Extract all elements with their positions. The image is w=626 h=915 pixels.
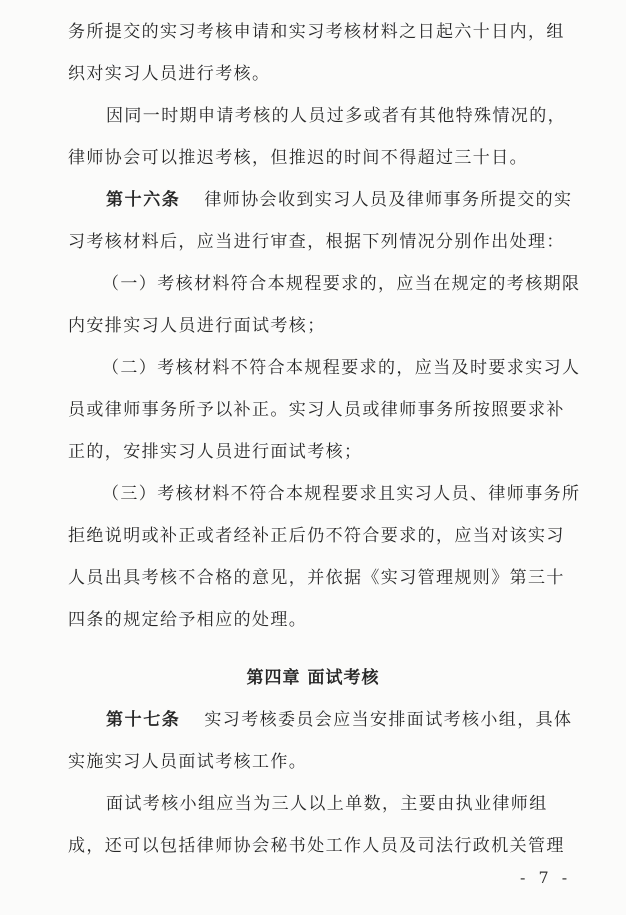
article-17-line — [106, 708, 572, 732]
text-line: 拒绝说明或补正或者经补正后仍不符合要求的，应当对该实习 — [68, 526, 565, 546]
chapter-title: 第四章 面试考核 — [246, 668, 380, 688]
text-line: 员或律师事务所予以补正。实习人员或律师事务所按照要求补 — [68, 400, 565, 420]
text-line: 成，还可以包括律师协会秘书处工作人员及司法行政机关管理 — [68, 836, 565, 856]
text-line: 正的，安排实习人员进行面试考核； — [68, 442, 363, 462]
text-line: 人员出具考核不合格的意见，并依据《实习管理规则》第三十 — [68, 568, 565, 588]
text-line: 面试考核小组应当为三人以上单数，主要由执业律师组 — [106, 794, 548, 814]
article-16-heading: 第十六条 — [106, 190, 181, 210]
article-16-line — [106, 188, 572, 212]
text-line: 内安排实习人员进行面试考核； — [68, 316, 326, 336]
text-line: 实习考核委员会应当安排面试考核小组，具体 — [204, 710, 573, 730]
text-line: 律师协会收到实习人员及律师事务所提交的实 — [204, 190, 573, 210]
page-number: - 7 - — [520, 868, 572, 887]
text-line: 习考核材料后，应当进行审查，根据下列情况分别作出处理： — [68, 232, 565, 252]
text-line: （三）考核材料不符合本规程要求且实习人员、律师事务所 — [102, 484, 581, 504]
text-line: 实施实习人员面试考核工作。 — [68, 752, 308, 772]
text-line: （二）考核材料不符合本规程要求的，应当及时要求实习人 — [102, 358, 581, 378]
text-line: 四条的规定给予相应的处理。 — [68, 610, 308, 630]
text-line: 务所提交的实习考核申请和实习考核材料之日起六十日内，组 — [68, 22, 565, 42]
article-17-heading: 第十七条 — [106, 710, 181, 730]
text-line: 律师协会可以推迟考核，但推迟的时间不得超过三十日。 — [68, 148, 528, 168]
text-line: （一）考核材料符合本规程要求的，应当在规定的考核期限 — [102, 274, 581, 294]
text-line: 因同一时期申请考核的人员过多或者有其他特殊情况的， — [106, 106, 566, 126]
text-line: 织对实习人员进行考核。 — [68, 64, 271, 84]
